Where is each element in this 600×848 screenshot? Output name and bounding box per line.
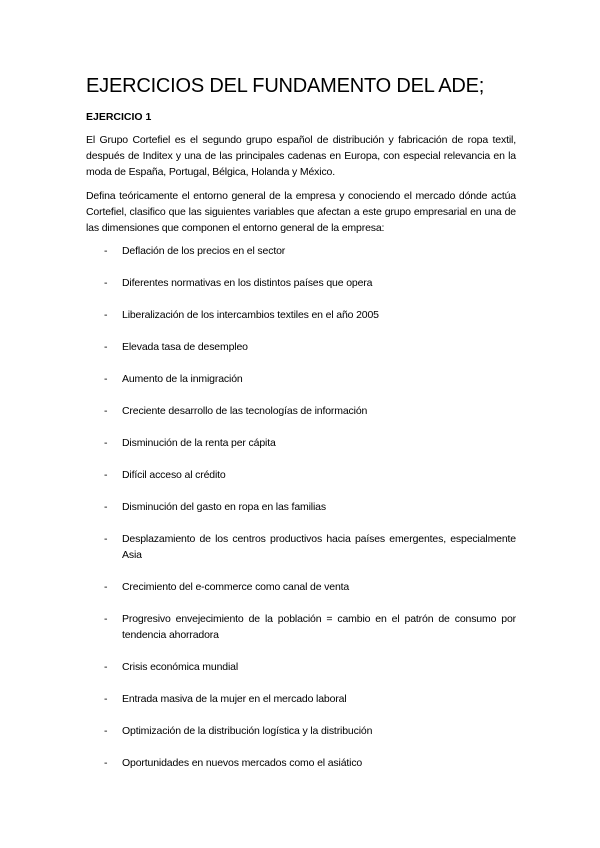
list-item-text: Diferentes normativas en los distintos países que opera (122, 277, 373, 289)
bullet-dash: - (104, 245, 108, 257)
list-item-text: Difícil acceso al crédito (122, 469, 226, 481)
list-item-text: Creciente desarrollo de las tecnologías de información (122, 405, 368, 417)
list-item-text: Disminución de la renta per cápita (122, 437, 276, 449)
bullet-dash: - (104, 581, 108, 593)
bullet-dash: - (104, 309, 108, 321)
bullet-dash: - (104, 501, 108, 513)
document-page (86, 74, 516, 769)
list-item-text: Crecimiento del e-commerce como canal de venta (122, 581, 350, 593)
list-item-text: Entrada masiva de la mujer en el mercado laboral (122, 693, 347, 705)
intro-paragraph: El Grupo Cortefiel es el segundo grupo español de distribución y fabricación de ropa textil, después de Inditex y una de las principales cadenas en Europa, con especial relevancia en la moda de España, Portugal, Bélgica, Holanda y México. (86, 134, 516, 178)
bullet-dash: - (104, 613, 108, 625)
bullet-dash: - (104, 469, 108, 481)
bullet-dash: - (104, 725, 108, 737)
bullet-dash: - (104, 757, 108, 769)
list-item-text: Disminución del gasto en ropa en las familias (122, 501, 326, 513)
list-item-text: Progresivo envejecimiento de la población = cambio en el patrón de consumo por tendencia ahorradora (122, 613, 516, 641)
page-title: EJERCICIOS DEL FUNDAMENTO DEL ADE; (86, 75, 485, 97)
bullet-dash: - (104, 341, 108, 353)
list-item-text: Liberalización de los intercambios textiles en el año 2005 (122, 309, 379, 321)
list-item-text: Desplazamiento de los centros productivos hacia países emergentes, especialmente Asia (122, 533, 516, 561)
exercise-heading: EJERCICIO 1 (86, 111, 152, 123)
bullet-dash: - (104, 693, 108, 705)
list-item-text: Oportunidades en nuevos mercados como el asiático (122, 757, 363, 769)
list-item-text: Crisis económica mundial (122, 661, 239, 673)
list-item-text: Optimización de la distribución logística y la distribución (122, 725, 373, 737)
instruction-paragraph: Defina teóricamente el entorno general de la empresa y conociendo el mercado dónde actúa Cortefiel, clasifico que las siguientes variables que afectan a este grupo empresarial en una de las dimensiones que componen el entorno general de la empresa: (86, 190, 516, 234)
bullet-dash: - (104, 405, 108, 417)
list-item-text: Elevada tasa de desempleo (122, 341, 248, 353)
bullet-dash: - (104, 533, 108, 545)
list-item-text: Deflación de los precios en el sector (122, 245, 286, 257)
bullet-dash: - (104, 661, 108, 673)
bullet-dash: - (104, 277, 108, 289)
bullet-dash: - (104, 437, 108, 449)
bullet-dash: - (104, 373, 108, 385)
list-item-text: Aumento de la inmigración (122, 373, 243, 385)
